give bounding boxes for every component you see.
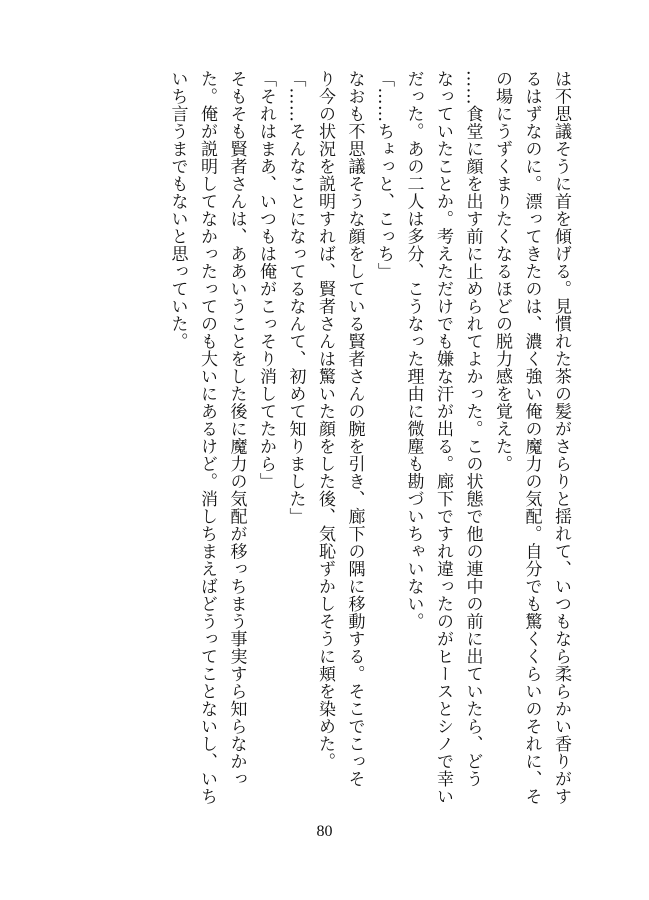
text-line: の場にうずくまりたくなるほどの脱力感を覚えた。: [492, 70, 512, 473]
vertical-text-block: [63, 70, 575, 810]
text-line: 「……ちょっと、こっち」: [374, 70, 394, 280]
text-line: いち言うまでもないと思っていた。: [167, 70, 188, 350]
text-line: は不思議そうに首を傾げる。見慣れた茶の髪がさらりと揺れて、いつもなら柔らかい香りがす: [551, 70, 571, 805]
text-line: り今の状況を説明すれば、賢者さんは驚いた顔をした後、気恥ずかしそうに頬を染めた。: [315, 70, 335, 770]
text-line: だった。あの二人は多分、こうなった理由に微塵も勘づいちゃいない。: [403, 70, 424, 630]
page-number: 80: [316, 823, 333, 840]
text-line: た。俺が説明してなかったってのも大いにあるけど。消しちまえばどうってことないし、いち: [197, 70, 217, 805]
text-line: るはずなのに。漂ってきたのは、濃く強い俺の魔力の気配。自分でも驚くくらいのそれに、そ: [521, 70, 542, 805]
text-line: そもそも賢者さんは、ああいうことをした後に魔力の気配が移っちまう事実すら知らなかっ: [226, 70, 247, 788]
text-line: 「それはまあ、いつもは俺がこっそり消してたから」: [256, 70, 276, 490]
text-line: ……食堂に顔を出す前に止められてよかった。この状態で他の連中の前に出ていたら、どう: [462, 70, 483, 788]
text-line: 「……そんなことになってるなんて、初めて知りました」: [285, 70, 306, 525]
text-line: なおも不思議そうな顔をしている賢者さんの腕を引き、廊下の隅に移動する。そこでこっそ: [344, 70, 365, 788]
text-line: なっていたことか。考えただけでも嫌な汗が出る。廊下ですれ違ったのがヒースとシノで幸い: [433, 70, 453, 805]
